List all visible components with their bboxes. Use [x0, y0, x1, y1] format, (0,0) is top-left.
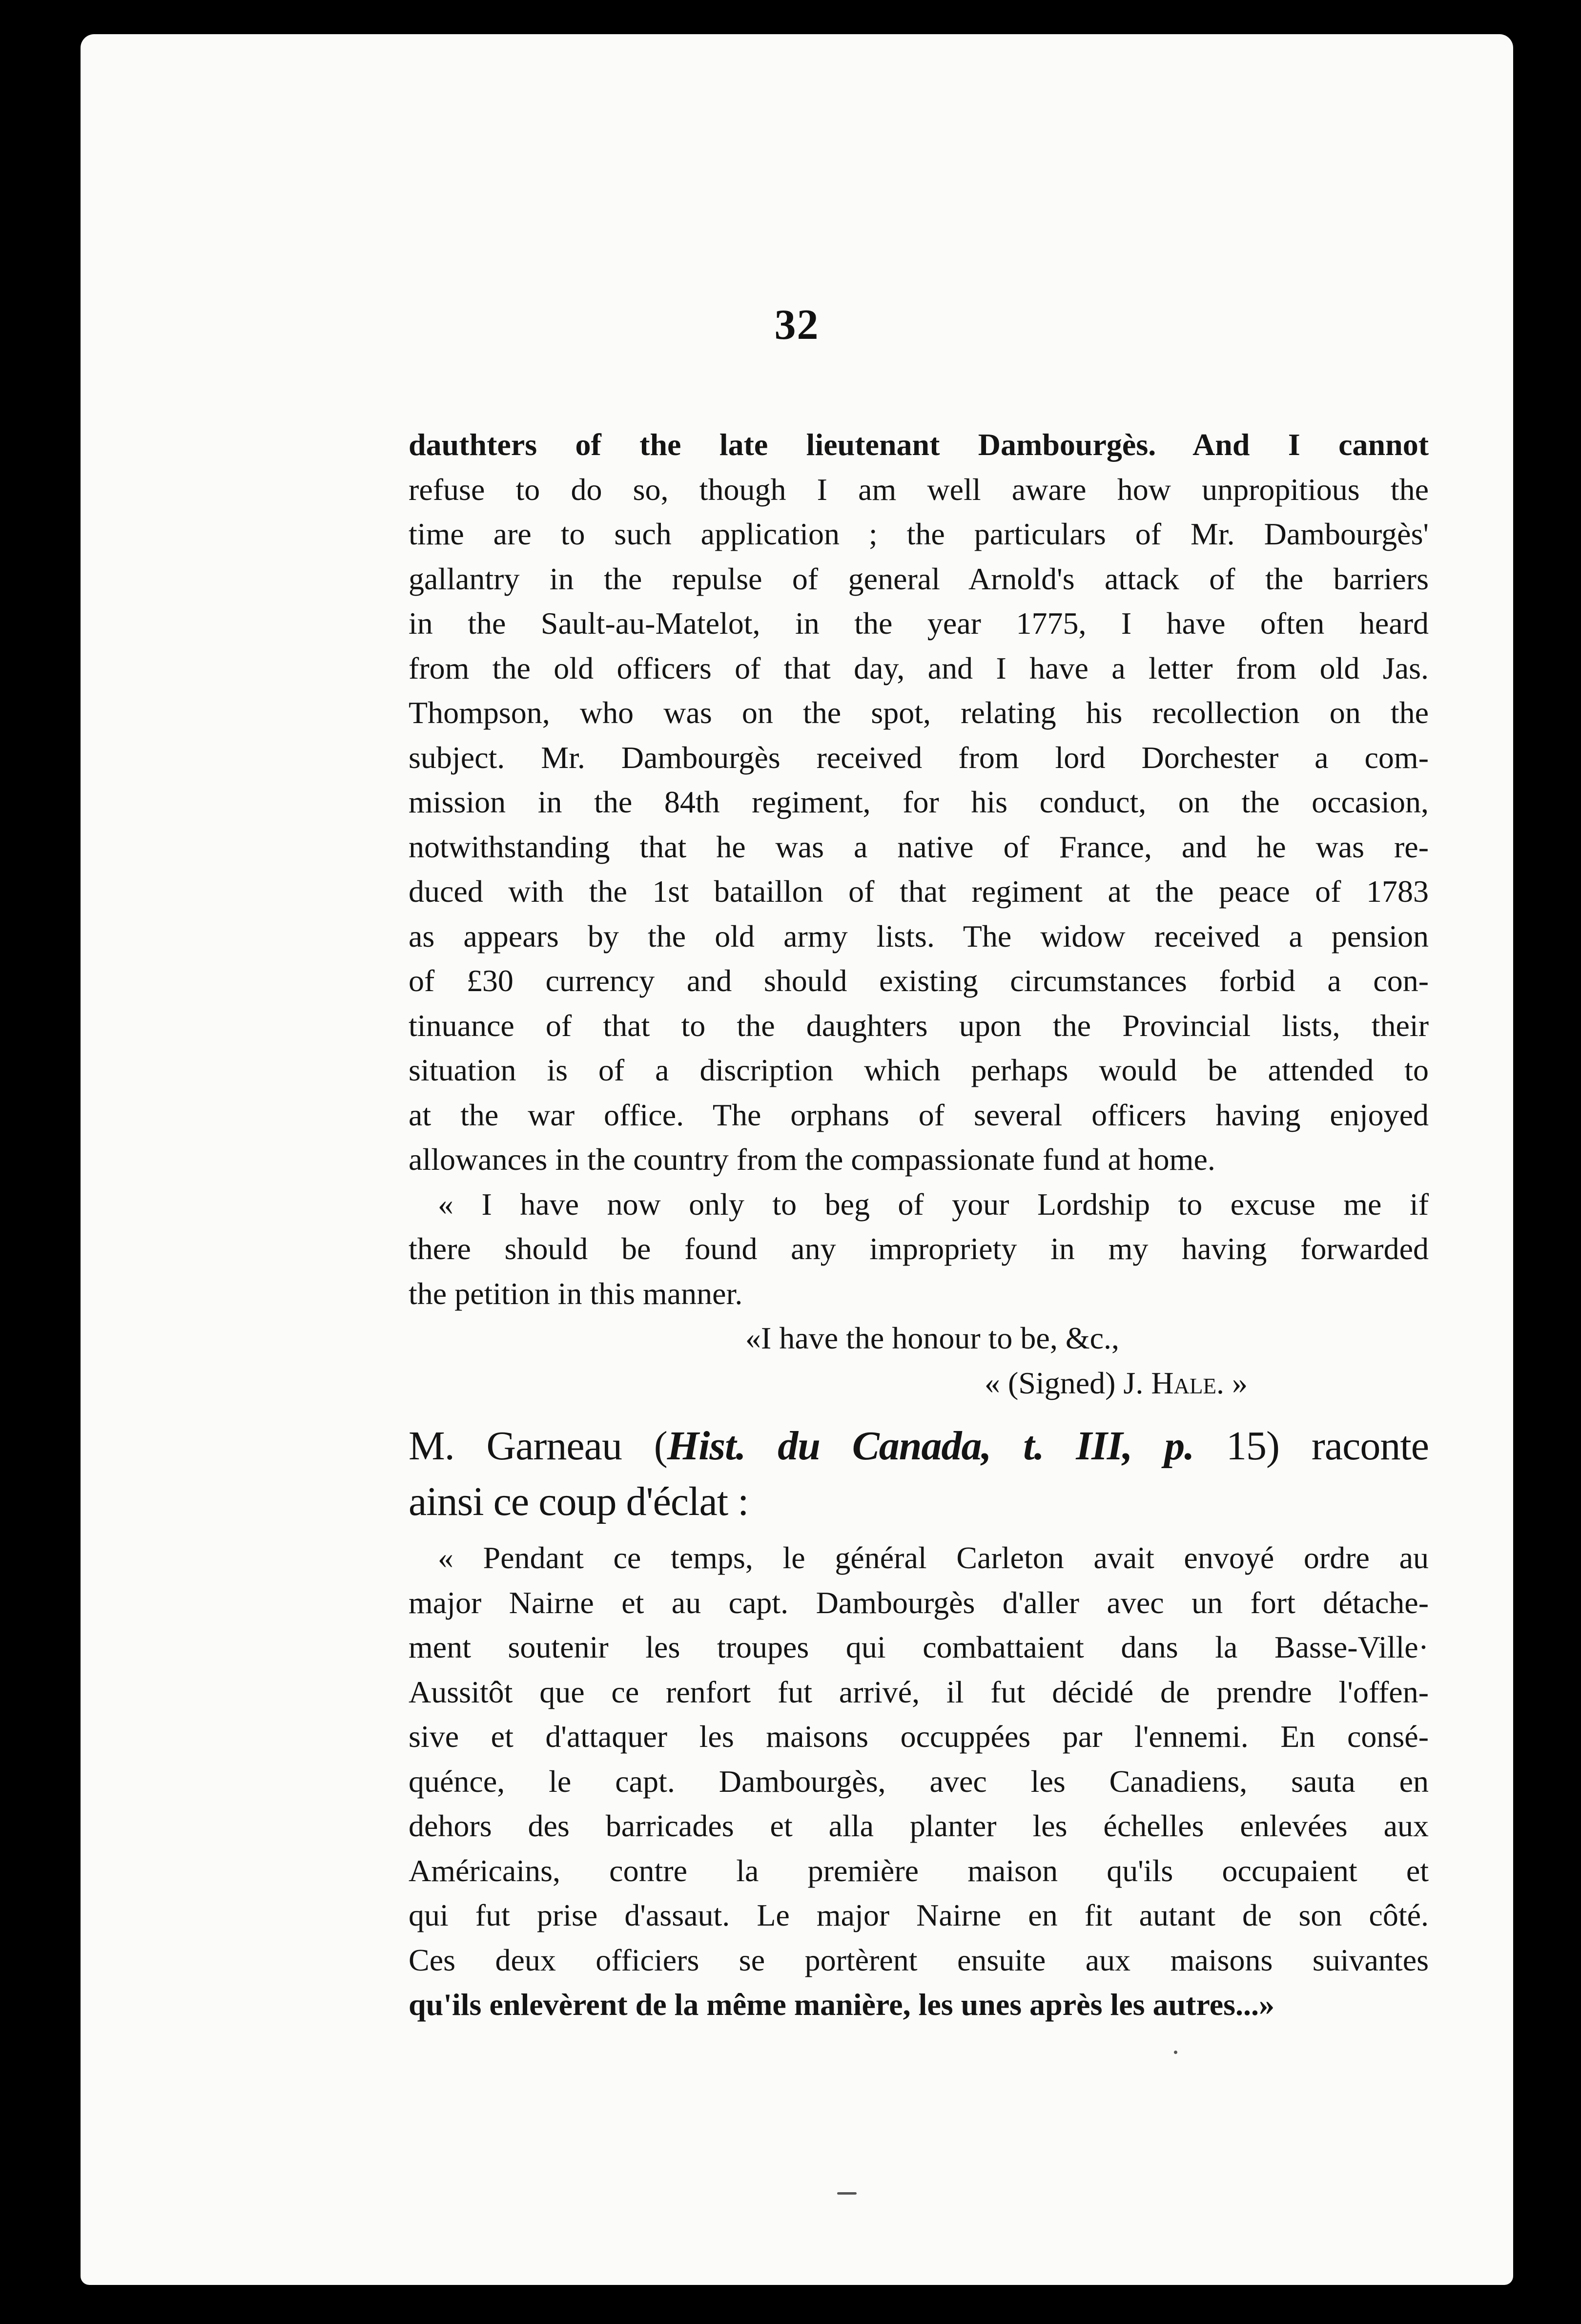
- scan-speck: [1174, 2051, 1177, 2054]
- text-line: « I have now only to beg of your Lordship to excuse me if: [438, 1186, 1429, 1222]
- scan-speck: [837, 2192, 857, 2195]
- text-line: « Pendant ce temps, le général Carleton avait envoyé ordre au: [438, 1540, 1429, 1575]
- text-line: from the old officers of that day, and I have a letter from old Jas.: [409, 650, 1429, 685]
- text-line: allowances in the country from the compassionate fund at home.: [409, 1142, 1215, 1177]
- signature-prefix: « (Signed) J.: [985, 1365, 1151, 1400]
- text-line: sive et d'attaquer les maisons occuppées par l'ennemi. En consé-: [409, 1719, 1429, 1754]
- text-line: major Nairne et au capt. Dambourgès d'aller avec un fort détache-: [409, 1585, 1429, 1620]
- text-line: subject. Mr. Dambourgès received from lord Dorchester a com-: [409, 740, 1429, 775]
- text-line: qu'ils enlevèrent de la même manière, les unes après les autres...»: [409, 1987, 1275, 2022]
- heading-citation: Hist. du Canada, t. III, p.: [667, 1423, 1194, 1469]
- text-line: dauthters of the late lieutenant Dambourgès. And I cannot: [409, 427, 1429, 462]
- signature-suffix: »: [1224, 1365, 1248, 1400]
- letter-text: [409, 422, 1429, 1405]
- book-page: [81, 34, 1513, 2285]
- heading-text-a: M. Garneau (: [409, 1423, 667, 1469]
- text-line: duced with the 1st bataillon of that regiment at the peace of 1783: [409, 874, 1429, 909]
- heading-line: [409, 1418, 1429, 1474]
- signature-line: [409, 1361, 1429, 1406]
- heading-line: ainsi ce coup d'éclat :: [409, 1479, 749, 1524]
- text-line: Aussitôt que ce renfort fut arrivé, il fut décidé de prendre l'offen-: [409, 1674, 1429, 1709]
- text-line: of £30 currency and should existing circumstances forbid a con-: [409, 963, 1429, 998]
- text-line: time are to such application ; the particulars of Mr. Dambourgès': [409, 517, 1429, 551]
- text-line: the petition in this manner.: [409, 1276, 743, 1311]
- text-line: Américains, contre la première maison qu'ils occupaient et: [409, 1853, 1429, 1888]
- text-line: qui fut prise d'assaut. Le major Nairne en fit autant de son côté.: [409, 1898, 1429, 1932]
- closing-salutation: «I have the honour to be, &c.,: [745, 1321, 1119, 1355]
- text-line: gallantry in the repulse of general Arnold's attack of the barriers: [409, 561, 1429, 596]
- text-line: in the Sault-au-Matelot, in the year 1775, I have often heard: [409, 606, 1429, 641]
- quote-text: [409, 1536, 1429, 2027]
- page-number: 32: [774, 301, 820, 349]
- heading-text-b: 15) raconte: [1194, 1423, 1429, 1469]
- text-line: notwithstanding that he was a native of France, and he was re-: [409, 829, 1429, 864]
- text-line: as appears by the old army lists. The widow received a pension: [409, 918, 1429, 954]
- text-line: at the war office. The orphans of several officers having enjoyed: [409, 1097, 1429, 1132]
- text-line: Ces deux officiers se portèrent ensuite aux maisons suivantes: [409, 1942, 1429, 1977]
- section-heading: [409, 1418, 1429, 1530]
- text-line: ment soutenir les troupes qui combattaient dans la Basse-Ville·: [409, 1630, 1429, 1664]
- signature-name: Hale.: [1151, 1365, 1225, 1400]
- text-line: Thompson, who was on the spot, relating his recollection on the: [409, 695, 1429, 730]
- text-line: quénce, le capt. Dambourgès, avec les Canadiens, sauta en: [409, 1764, 1429, 1799]
- text-line: refuse to do so, though I am well aware how unpropitious the: [409, 472, 1429, 507]
- text-line: there should be found any impropriety in my having forwarded: [409, 1231, 1429, 1266]
- text-line: mission in the 84th regiment, for his conduct, on the occasion,: [409, 785, 1429, 819]
- text-line: situation is of a discription which perhaps would be attended to: [409, 1053, 1429, 1087]
- text-line: tinuance of that to the daughters upon the Provincial lists, their: [409, 1008, 1429, 1043]
- text-line: dehors des barricades et alla planter les échelles enlevées aux: [409, 1808, 1429, 1843]
